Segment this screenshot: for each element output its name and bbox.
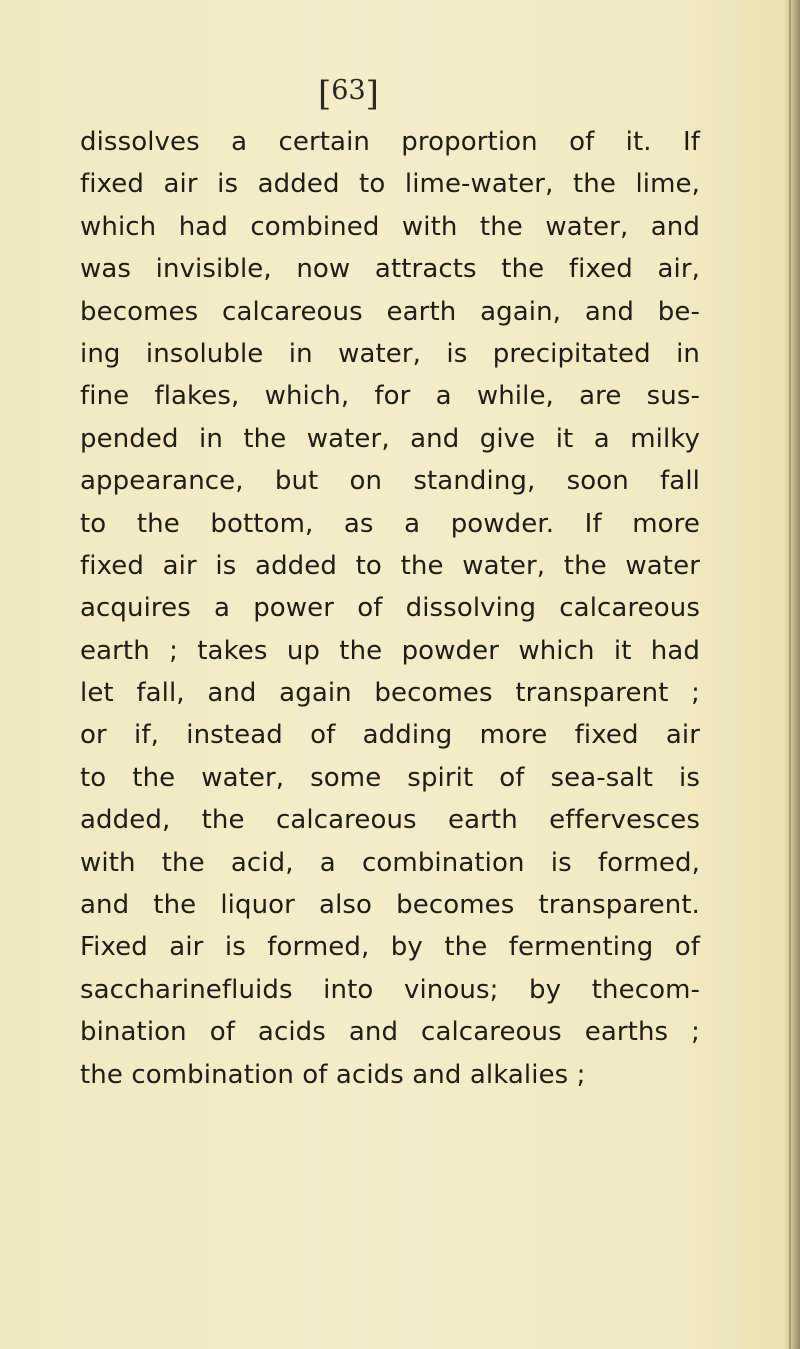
text-line: fixed air is added to lime-water, the lime,	[80, 169, 700, 200]
text-line: ing insoluble in water, is precipitated in	[80, 338, 700, 369]
text-line: saccharinefluids into vinous; by thecom-	[80, 974, 700, 1005]
text-line: bination of acids and calcareous earths ;	[80, 1017, 700, 1048]
text-line: with the acid, a combination is formed,	[80, 847, 700, 878]
text-line: pended in the water, and give it a milky	[80, 423, 700, 454]
text-line: fine flakes, which, for a while, are sus-	[80, 381, 700, 412]
text-line: dissolves a certain proportion of it. If	[80, 127, 700, 157]
text-line: Fixed air is formed, by the fermenting of	[80, 932, 700, 963]
text-line: added, the calcareous earth effervesces	[80, 805, 700, 836]
text-line: the combination of acids and alkalies ;	[80, 1059, 586, 1090]
text-line: appearance, but on standing, soon fall	[80, 466, 700, 497]
page-number-close-bracket: ]	[365, 74, 379, 114]
page-number	[318, 74, 478, 114]
text-line: or if, instead of adding more fixed air	[80, 720, 700, 751]
text-line: to the water, some spirit of sea-salt is	[80, 762, 700, 793]
text-line: earth ; takes up the powder which it had	[80, 635, 700, 666]
text-line: to the bottom, as a powder. If more	[80, 508, 700, 539]
text-line: was invisible, now attracts the fixed air,	[80, 254, 700, 285]
text-line: acquires a power of dissolving calcareous	[80, 593, 700, 624]
text-line: which had combined with the water, and	[80, 211, 700, 242]
text-line: becomes calcareous earth again, and be-	[80, 296, 700, 327]
page-edge-shadow	[784, 0, 800, 1349]
page-edge-line	[789, 0, 791, 1349]
text-line: and the liquor also becomes transparent.	[80, 890, 700, 921]
text-line: let fall, and again becomes transparent ;	[80, 678, 700, 709]
page-number-value: 63	[331, 75, 366, 106]
body-text	[80, 121, 700, 1096]
text-line: fixed air is added to the water, the water	[80, 550, 700, 581]
page-number-open-bracket: [	[318, 74, 332, 114]
